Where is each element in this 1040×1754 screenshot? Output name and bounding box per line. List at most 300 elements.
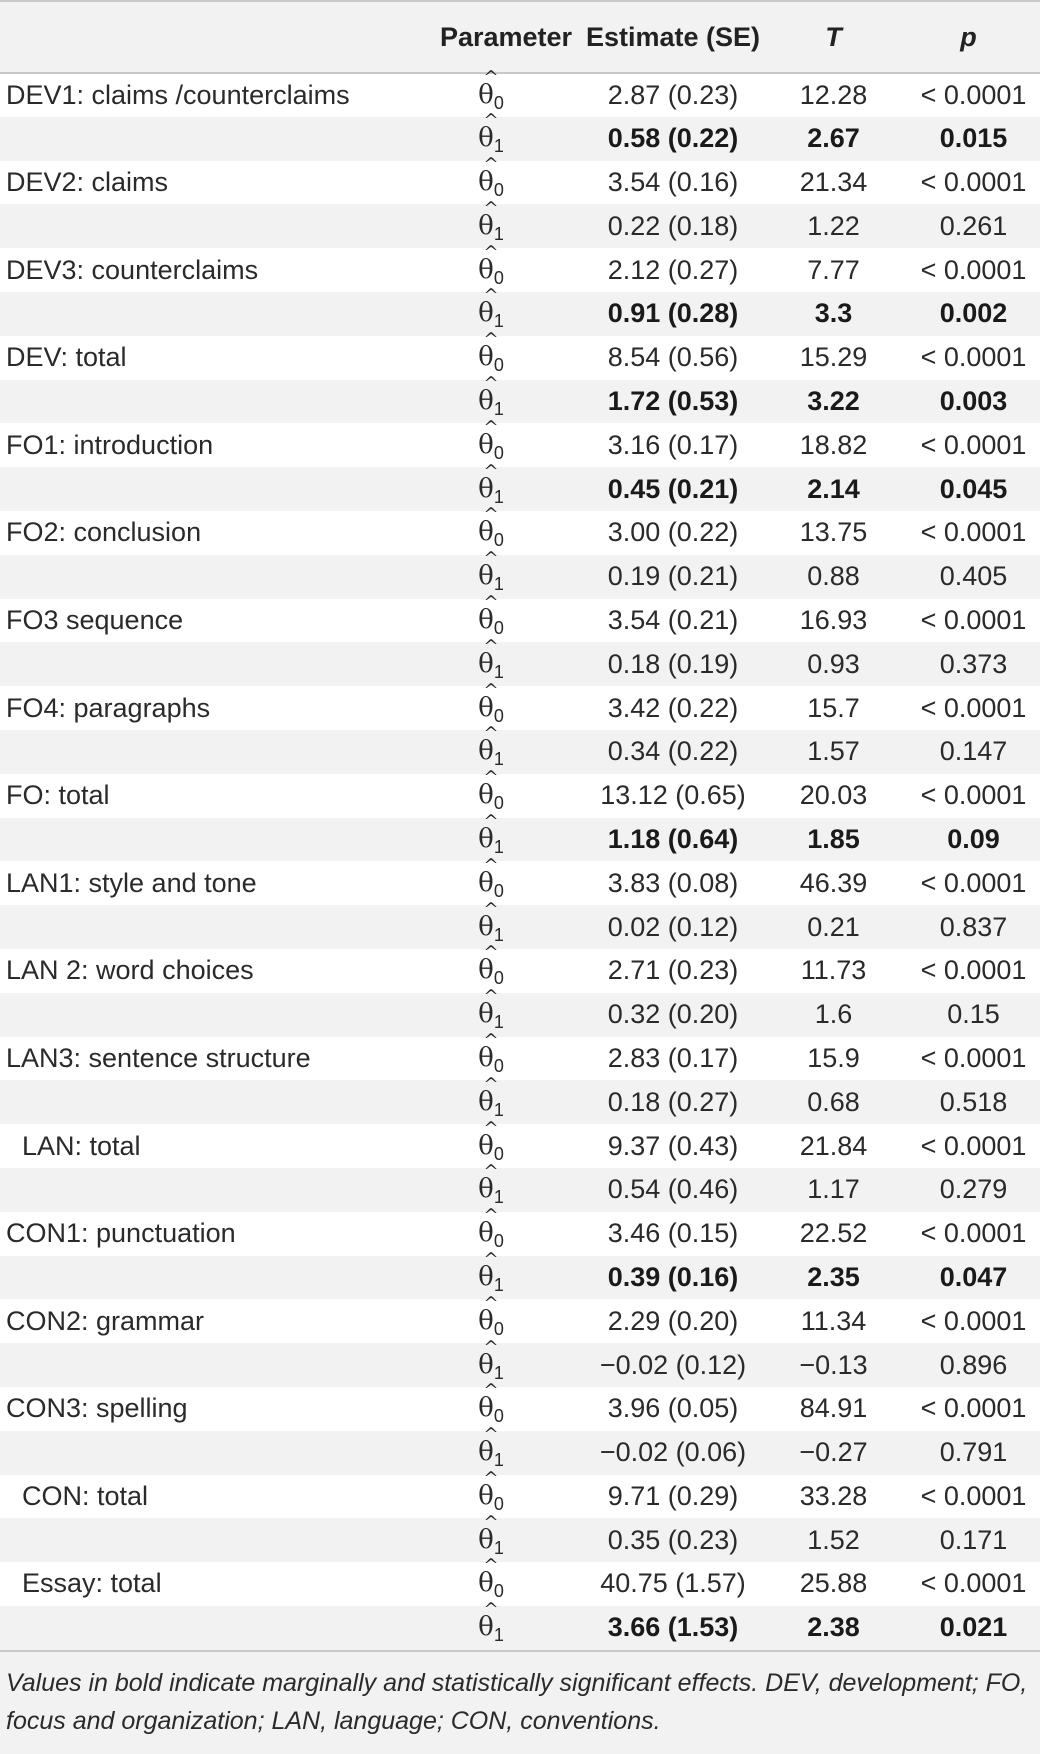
row-label: FO3 sequence: [0, 599, 436, 643]
theta-letter: θ: [478, 692, 494, 723]
estimate-cell: 13.12 (0.65): [576, 774, 770, 818]
p-value-cell: 0.171: [897, 1518, 1040, 1562]
theta-subscript: 1: [493, 1274, 504, 1295]
table-row: [0, 117, 1040, 161]
theta-letter: θ: [478, 473, 494, 504]
hat-accent: ^: [483, 1029, 499, 1051]
row-label: [0, 292, 436, 336]
t-value-cell: 11.34: [770, 1299, 897, 1343]
p-value-cell: 0.045: [897, 467, 1040, 511]
estimate-cell: 0.22 (0.18): [576, 204, 770, 248]
p-value-cell: < 0.0001: [897, 1212, 1040, 1256]
hat-accent: ^: [483, 548, 499, 570]
estimate-cell: 2.29 (0.20): [576, 1299, 770, 1343]
theta-letter: θ: [478, 298, 494, 329]
hat-accent: ^: [483, 1555, 499, 1577]
theta-subscript: 1: [493, 223, 504, 244]
hat-accent: ^: [483, 372, 499, 394]
parameter-cell: [436, 1205, 576, 1256]
theta-subscript: 0: [493, 968, 504, 989]
theta-subscript: 1: [493, 661, 504, 682]
t-value-cell: 1.17: [770, 1168, 897, 1212]
header-blank: [0, 1, 436, 73]
p-value-cell: 0.021: [897, 1606, 1040, 1650]
theta-hat-symbol: [478, 504, 504, 551]
t-value-cell: 18.82: [770, 423, 897, 467]
header-estimate: Estimate (SE): [576, 1, 770, 73]
parameter-cell: [436, 854, 576, 905]
table-row: [0, 818, 1040, 862]
parameter-cell: [436, 942, 576, 993]
theta-letter: θ: [478, 999, 494, 1030]
estimate-cell: 0.02 (0.12): [576, 905, 770, 949]
t-value-cell: 12.28: [770, 73, 897, 117]
p-value-cell: < 0.0001: [897, 248, 1040, 292]
theta-hat-symbol: [478, 767, 504, 814]
parameter-cell: [436, 1161, 576, 1212]
parameter-cell: [436, 898, 576, 949]
parameter-cell: [436, 153, 576, 205]
parameter-cell: [436, 329, 576, 380]
t-value-cell: 2.67: [770, 117, 897, 161]
hat-accent: ^: [483, 329, 499, 351]
theta-letter: θ: [478, 823, 494, 854]
row-label: CON1: punctuation: [0, 1212, 436, 1256]
row-label: LAN: total: [0, 1124, 436, 1168]
t-value-cell: 1.52: [770, 1518, 897, 1562]
estimate-cell: 0.35 (0.23): [576, 1518, 770, 1562]
row-label: FO4: paragraphs: [0, 686, 436, 730]
row-label: [0, 1168, 436, 1212]
table-row: [0, 248, 1040, 292]
theta-hat-symbol: [478, 1248, 504, 1295]
t-value-cell: 0.93: [770, 642, 897, 686]
p-value-cell: < 0.0001: [897, 686, 1040, 730]
table-header: [0, 1, 1040, 73]
estimate-cell: 9.37 (0.43): [576, 1124, 770, 1168]
theta-hat-symbol: [478, 854, 504, 901]
hat-accent: ^: [483, 679, 499, 701]
estimate-cell: 0.39 (0.16): [576, 1256, 770, 1300]
theta-letter: θ: [478, 385, 494, 416]
theta-hat-symbol: [478, 1511, 504, 1558]
t-value-cell: 84.91: [770, 1387, 897, 1431]
p-value-cell: < 0.0001: [897, 774, 1040, 818]
theta-letter: θ: [478, 911, 494, 942]
t-value-cell: −0.13: [770, 1343, 897, 1387]
t-value-cell: 25.88: [770, 1562, 897, 1606]
theta-hat-symbol: [478, 810, 504, 857]
table-row: [0, 730, 1040, 774]
theta-subscript: 1: [493, 924, 504, 945]
estimate-cell: 3.54 (0.21): [576, 599, 770, 643]
table-row: [0, 511, 1040, 555]
table-row: [0, 774, 1040, 818]
t-value-cell: 15.29: [770, 336, 897, 380]
estimate-cell: 3.66 (1.53): [576, 1606, 770, 1650]
hat-accent: ^: [483, 1292, 499, 1314]
theta-hat-symbol: [478, 986, 504, 1033]
table-row: [0, 1475, 1040, 1519]
theta-letter: θ: [478, 1349, 494, 1380]
row-label: [0, 380, 436, 424]
theta-letter: θ: [478, 342, 494, 373]
theta-hat-symbol: [478, 942, 504, 989]
parameter-cell: [436, 1292, 576, 1343]
parameter-cell: [436, 416, 576, 467]
theta-hat-symbol: [478, 1161, 504, 1208]
p-value-cell: < 0.0001: [897, 1124, 1040, 1168]
table-row: [0, 1431, 1040, 1475]
theta-letter: θ: [478, 517, 494, 548]
hat-accent: ^: [483, 1380, 499, 1402]
p-value-cell: < 0.0001: [897, 336, 1040, 380]
theta-hat-symbol: [478, 1029, 504, 1076]
theta-hat-symbol: [478, 153, 504, 200]
theta-letter: θ: [478, 1480, 494, 1511]
hat-accent: ^: [483, 635, 499, 657]
parameter-cell: [436, 1380, 576, 1431]
hat-accent: ^: [483, 1599, 499, 1621]
hat-accent: ^: [483, 1424, 499, 1446]
t-value-cell: 13.75: [770, 511, 897, 555]
theta-hat-symbol: [478, 591, 504, 638]
parameter-cell: [436, 110, 576, 161]
parameter-cell: [436, 372, 576, 424]
parameter-cell: [436, 1555, 576, 1606]
theta-hat-symbol: [478, 679, 504, 726]
estimate-cell: 3.54 (0.16): [576, 161, 770, 205]
parameter-cell: [436, 66, 576, 117]
table-row: [0, 380, 1040, 424]
row-label: [0, 905, 436, 949]
t-value-cell: 1.22: [770, 204, 897, 248]
p-value-cell: < 0.0001: [897, 1387, 1040, 1431]
parameter-cell: [436, 591, 576, 643]
table-row: [0, 1606, 1040, 1650]
parameter-cell: [436, 1073, 576, 1124]
p-value-cell: < 0.0001: [897, 1299, 1040, 1343]
estimate-cell: −0.02 (0.12): [576, 1343, 770, 1387]
parameter-cell: [436, 460, 576, 511]
theta-subscript: 0: [493, 793, 504, 814]
table-row: [0, 949, 1040, 993]
row-label: LAN1: style and tone: [0, 861, 436, 905]
theta-letter: θ: [478, 1524, 494, 1555]
estimate-cell: 3.46 (0.15): [576, 1212, 770, 1256]
table-row: [0, 73, 1040, 117]
theta-letter: θ: [478, 1568, 494, 1599]
theta-hat-symbol: [478, 460, 504, 507]
estimate-cell: 0.19 (0.21): [576, 555, 770, 599]
table-row: [0, 555, 1040, 599]
theta-letter: θ: [478, 1086, 494, 1117]
hat-accent: ^: [483, 197, 499, 219]
theta-hat-symbol: [478, 1336, 504, 1383]
table-row: [0, 1037, 1040, 1081]
t-value-cell: 33.28: [770, 1475, 897, 1519]
p-value-cell: < 0.0001: [897, 861, 1040, 905]
estimate-cell: −0.02 (0.06): [576, 1431, 770, 1475]
t-value-cell: 22.52: [770, 1212, 897, 1256]
header-parameter: Parameter: [436, 1, 576, 73]
hat-accent: ^: [483, 723, 499, 745]
theta-letter: θ: [478, 1612, 494, 1643]
estimate-cell: 9.71 (0.29): [576, 1475, 770, 1519]
parameter-cell: [436, 1117, 576, 1168]
theta-letter: θ: [478, 604, 494, 635]
theta-subscript: 1: [493, 486, 504, 507]
t-value-cell: 0.68: [770, 1080, 897, 1124]
parameter-cell: [436, 1248, 576, 1300]
p-value-cell: < 0.0001: [897, 1475, 1040, 1519]
hat-accent: ^: [483, 460, 499, 482]
theta-subscript: 0: [493, 1143, 504, 1164]
theta-letter: θ: [478, 1261, 494, 1292]
theta-hat-symbol: [478, 285, 504, 332]
row-label: [0, 204, 436, 248]
theta-hat-symbol: [478, 372, 504, 419]
theta-hat-symbol: [478, 329, 504, 376]
table-row: [0, 161, 1040, 205]
theta-subscript: 0: [493, 617, 504, 638]
t-value-cell: 3.3: [770, 292, 897, 336]
table-row: [0, 467, 1040, 511]
p-value-cell: < 0.0001: [897, 1562, 1040, 1606]
theta-subscript: 1: [493, 1537, 504, 1558]
hat-accent: ^: [483, 942, 499, 964]
t-value-cell: 16.93: [770, 599, 897, 643]
hat-accent: ^: [483, 1205, 499, 1227]
table-row: [0, 905, 1040, 949]
theta-subscript: 1: [493, 836, 504, 857]
parameter-cell: [436, 679, 576, 730]
p-value-cell: 0.405: [897, 555, 1040, 599]
hat-accent: ^: [483, 66, 499, 88]
p-value-cell: 0.279: [897, 1168, 1040, 1212]
p-value-cell: < 0.0001: [897, 73, 1040, 117]
row-label: [0, 818, 436, 862]
p-value-cell: 0.896: [897, 1343, 1040, 1387]
table-row: [0, 993, 1040, 1037]
theta-letter: θ: [478, 79, 494, 110]
hat-accent: ^: [483, 416, 499, 438]
t-value-cell: 46.39: [770, 861, 897, 905]
theta-letter: θ: [478, 210, 494, 241]
p-value-cell: 0.373: [897, 642, 1040, 686]
t-value-cell: 1.6: [770, 993, 897, 1037]
theta-subscript: 1: [493, 574, 504, 595]
t-value-cell: 1.57: [770, 730, 897, 774]
row-label: [0, 117, 436, 161]
hat-accent: ^: [483, 898, 499, 920]
estimate-cell: 0.91 (0.28): [576, 292, 770, 336]
theta-subscript: 0: [493, 442, 504, 463]
theta-hat-symbol: [478, 1380, 504, 1427]
header-row: [0, 1, 1040, 73]
theta-hat-symbol: [478, 110, 504, 157]
theta-hat-symbol: [478, 1292, 504, 1339]
theta-letter: θ: [478, 780, 494, 811]
t-value-cell: 7.77: [770, 248, 897, 292]
row-label: DEV3: counterclaims: [0, 248, 436, 292]
table-row: [0, 336, 1040, 380]
table-row: [0, 1080, 1040, 1124]
t-value-cell: 2.38: [770, 1606, 897, 1650]
parameter-cell: [436, 810, 576, 862]
row-label: DEV1: claims /counterclaims: [0, 73, 436, 117]
t-value-cell: −0.27: [770, 1431, 897, 1475]
theta-letter: θ: [478, 166, 494, 197]
theta-letter: θ: [478, 123, 494, 154]
row-label: CON3: spelling: [0, 1387, 436, 1431]
estimate-cell: 0.58 (0.22): [576, 117, 770, 161]
table-row: [0, 599, 1040, 643]
estimate-cell: 1.72 (0.53): [576, 380, 770, 424]
table-row: [0, 1387, 1040, 1431]
theta-hat-symbol: [478, 416, 504, 463]
estimate-cell: 0.54 (0.46): [576, 1168, 770, 1212]
theta-subscript: 0: [493, 1581, 504, 1602]
estimate-cell: 40.75 (1.57): [576, 1562, 770, 1606]
hat-accent: ^: [483, 504, 499, 526]
estimate-cell: 2.71 (0.23): [576, 949, 770, 993]
row-label: [0, 642, 436, 686]
theta-subscript: 0: [493, 880, 504, 901]
hat-accent: ^: [483, 591, 499, 613]
theta-letter: θ: [478, 1130, 494, 1161]
t-value-cell: 15.7: [770, 686, 897, 730]
parameter-cell: [436, 767, 576, 818]
theta-subscript: 0: [493, 267, 504, 288]
hat-accent: ^: [483, 241, 499, 263]
hat-accent: ^: [483, 1511, 499, 1533]
theta-subscript: 0: [493, 1231, 504, 1252]
t-value-cell: 21.34: [770, 161, 897, 205]
theta-letter: θ: [478, 561, 494, 592]
t-value-cell: 11.73: [770, 949, 897, 993]
row-label: LAN3: sentence structure: [0, 1037, 436, 1081]
p-value-cell: 0.003: [897, 380, 1040, 424]
hat-accent: ^: [483, 1117, 499, 1139]
t-value-cell: 0.21: [770, 905, 897, 949]
estimate-cell: 2.83 (0.17): [576, 1037, 770, 1081]
p-value-cell: < 0.0001: [897, 1037, 1040, 1081]
table-row: [0, 861, 1040, 905]
parameter-cell: [436, 504, 576, 555]
parameter-cell: [436, 1467, 576, 1519]
table-row: [0, 1212, 1040, 1256]
table-row: [0, 292, 1040, 336]
table-row: [0, 642, 1040, 686]
table-row: [0, 1518, 1040, 1562]
t-value-cell: 21.84: [770, 1124, 897, 1168]
estimate-cell: 3.42 (0.22): [576, 686, 770, 730]
row-label: DEV2: claims: [0, 161, 436, 205]
parameter-cell: [436, 197, 576, 248]
parameter-cell: [436, 723, 576, 774]
estimate-cell: 2.87 (0.23): [576, 73, 770, 117]
theta-letter: θ: [478, 955, 494, 986]
row-label: CON2: grammar: [0, 1299, 436, 1343]
estimate-cell: 8.54 (0.56): [576, 336, 770, 380]
row-label: [0, 467, 436, 511]
table-row: [0, 1256, 1040, 1300]
hat-accent: ^: [483, 1073, 499, 1095]
theta-letter: θ: [478, 736, 494, 767]
parameter-cell: [436, 1029, 576, 1081]
estimate-cell: 3.00 (0.22): [576, 511, 770, 555]
hat-accent: ^: [483, 854, 499, 876]
p-value-cell: < 0.0001: [897, 599, 1040, 643]
parameter-cell: [436, 1424, 576, 1475]
row-label: [0, 1518, 436, 1562]
theta-hat-symbol: [478, 1073, 504, 1120]
header-p: p: [897, 1, 1040, 73]
t-value-cell: 20.03: [770, 774, 897, 818]
p-value-cell: 0.047: [897, 1256, 1040, 1300]
row-label: Essay: total: [0, 1562, 436, 1606]
theta-subscript: 0: [493, 1493, 504, 1514]
parameter-cell: [436, 285, 576, 336]
theta-subscript: 0: [493, 179, 504, 200]
row-label: [0, 1256, 436, 1300]
row-label: FO: total: [0, 774, 436, 818]
header-t: T: [770, 1, 897, 73]
theta-hat-symbol: [478, 898, 504, 945]
theta-hat-symbol: [478, 1467, 504, 1514]
theta-letter: θ: [478, 254, 494, 285]
theta-hat-symbol: [478, 1117, 504, 1164]
hat-accent: ^: [483, 810, 499, 832]
table-body: [0, 66, 1040, 1650]
hat-accent: ^: [483, 153, 499, 175]
theta-subscript: 1: [493, 1187, 504, 1208]
theta-hat-symbol: [478, 1599, 504, 1646]
parameter-cell: [436, 548, 576, 599]
row-label: [0, 993, 436, 1037]
estimate-cell: 3.83 (0.08): [576, 861, 770, 905]
parameter-cell: [436, 635, 576, 686]
theta-letter: θ: [478, 1218, 494, 1249]
theta-subscript: 1: [493, 1362, 504, 1383]
theta-hat-symbol: [478, 241, 504, 288]
theta-subscript: 1: [493, 311, 504, 332]
estimate-cell: 0.45 (0.21): [576, 467, 770, 511]
row-label: DEV: total: [0, 336, 436, 380]
t-value-cell: 3.22: [770, 380, 897, 424]
hat-accent: ^: [483, 110, 499, 132]
theta-letter: θ: [478, 1437, 494, 1468]
p-value-cell: 0.09: [897, 818, 1040, 862]
parameter-cell: [436, 986, 576, 1037]
p-value-cell: < 0.0001: [897, 161, 1040, 205]
table-row: [0, 1343, 1040, 1387]
hat-accent: ^: [483, 767, 499, 789]
estimate-cell: 1.18 (0.64): [576, 818, 770, 862]
p-value-cell: 0.518: [897, 1080, 1040, 1124]
hat-accent: ^: [483, 1248, 499, 1270]
theta-hat-symbol: [478, 197, 504, 244]
theta-subscript: 1: [493, 749, 504, 770]
theta-hat-symbol: [478, 1205, 504, 1252]
t-value-cell: 1.85: [770, 818, 897, 862]
theta-letter: θ: [478, 429, 494, 460]
t-value-cell: 15.9: [770, 1037, 897, 1081]
estimate-cell: 3.16 (0.17): [576, 423, 770, 467]
table-row: [0, 204, 1040, 248]
table-row: [0, 1562, 1040, 1606]
